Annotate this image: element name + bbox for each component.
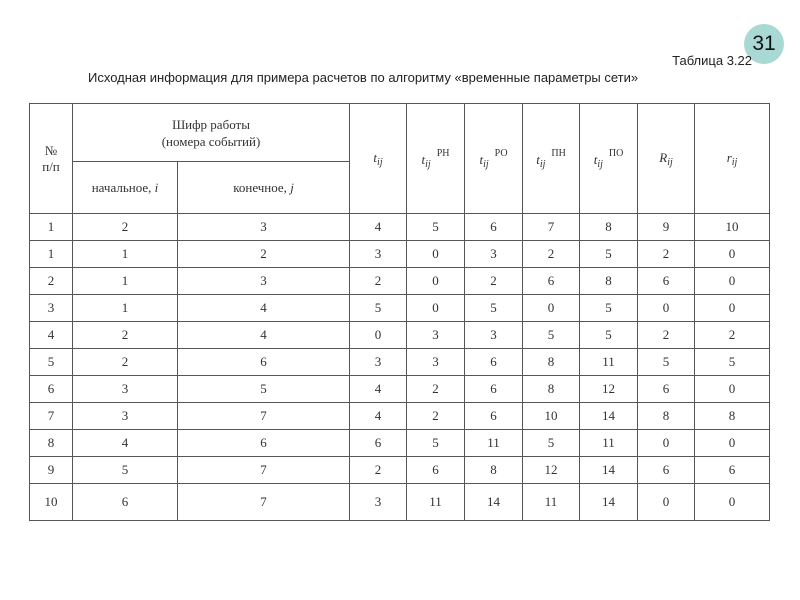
table-cell: 8 bbox=[580, 214, 638, 241]
table-cell: 1 bbox=[30, 241, 73, 268]
table-cell: 10 bbox=[30, 484, 73, 521]
table-cell: 12 bbox=[580, 376, 638, 403]
R-var: R bbox=[659, 149, 668, 165]
header-t-rn bbox=[407, 104, 465, 214]
table-cell: 5 bbox=[523, 322, 580, 349]
t-rn-var: t bbox=[421, 151, 426, 167]
table-cell: 8 bbox=[638, 403, 695, 430]
table-cell: 0 bbox=[695, 295, 770, 322]
header-R bbox=[638, 104, 695, 214]
table-cell: 1 bbox=[73, 268, 178, 295]
table-cell: 3 bbox=[73, 376, 178, 403]
table-cell: 2 bbox=[523, 241, 580, 268]
table-cell: 5 bbox=[523, 430, 580, 457]
table-cell: 6 bbox=[178, 430, 350, 457]
table-row bbox=[30, 268, 770, 295]
table-cell: 5 bbox=[638, 349, 695, 376]
t-po-var: t bbox=[593, 151, 598, 167]
table-cell: 7 bbox=[178, 403, 350, 430]
table-cell: 8 bbox=[465, 457, 523, 484]
table-cell: 5 bbox=[407, 430, 465, 457]
table-cell: 8 bbox=[580, 268, 638, 295]
header-end-event bbox=[178, 162, 350, 214]
table-cell: 6 bbox=[695, 457, 770, 484]
data-table bbox=[29, 103, 770, 521]
table-cell: 3 bbox=[350, 484, 407, 521]
table-cell: 4 bbox=[30, 322, 73, 349]
t-pn-sub: ij bbox=[539, 158, 546, 170]
table-cell: 2 bbox=[178, 241, 350, 268]
table-cell: 2 bbox=[465, 268, 523, 295]
table-cell: 14 bbox=[580, 484, 638, 521]
table-cell: 3 bbox=[407, 322, 465, 349]
table-cell: 8 bbox=[695, 403, 770, 430]
table-cell: 4 bbox=[178, 322, 350, 349]
table-cell: 2 bbox=[350, 268, 407, 295]
table-cell: 6 bbox=[465, 214, 523, 241]
table-row bbox=[30, 241, 770, 268]
table-cell: 4 bbox=[178, 295, 350, 322]
table-cell: 2 bbox=[407, 376, 465, 403]
table-cell: 6 bbox=[465, 349, 523, 376]
t-var: t bbox=[373, 149, 378, 165]
end-var: j bbox=[290, 179, 294, 195]
table-cell: 6 bbox=[73, 484, 178, 521]
table-cell: 5 bbox=[73, 457, 178, 484]
table-cell: 0 bbox=[695, 430, 770, 457]
table-cell: 5 bbox=[178, 376, 350, 403]
table-cell: 12 bbox=[523, 457, 580, 484]
table-cell: 4 bbox=[350, 214, 407, 241]
table-cell: 5 bbox=[465, 295, 523, 322]
table-cell: 7 bbox=[178, 457, 350, 484]
table-cell: 0 bbox=[523, 295, 580, 322]
header-shifr-line1: Шифр работы bbox=[172, 116, 250, 132]
t-sub: ij bbox=[377, 156, 383, 168]
table-cell: 6 bbox=[523, 268, 580, 295]
table-cell: 0 bbox=[695, 268, 770, 295]
table-cell: 5 bbox=[695, 349, 770, 376]
table-cell: 11 bbox=[465, 430, 523, 457]
table-cell: 5 bbox=[580, 241, 638, 268]
table-cell: 0 bbox=[695, 376, 770, 403]
t-rn-sup: РН bbox=[436, 147, 450, 159]
start-var: i bbox=[154, 179, 159, 195]
t-pn-sup: ПН bbox=[551, 147, 566, 159]
table-cell: 2 bbox=[638, 322, 695, 349]
table-cell: 11 bbox=[580, 349, 638, 376]
table-cell: 0 bbox=[407, 295, 465, 322]
table-cell: 7 bbox=[178, 484, 350, 521]
header-shifr-line2: (номера событий) bbox=[161, 133, 261, 149]
table-cell: 6 bbox=[638, 457, 695, 484]
r-var: r bbox=[726, 149, 732, 165]
table-row bbox=[30, 376, 770, 403]
table-cell: 1 bbox=[73, 295, 178, 322]
table-row bbox=[30, 295, 770, 322]
table-cell: 6 bbox=[638, 376, 695, 403]
table-cell: 3 bbox=[73, 403, 178, 430]
t-po-sub: ij bbox=[597, 158, 603, 170]
table-label: Таблица 3.22 bbox=[672, 53, 752, 68]
table-cell: 3 bbox=[350, 349, 407, 376]
table-cell: 2 bbox=[73, 349, 178, 376]
table-cell: 8 bbox=[523, 349, 580, 376]
table-cell: 3 bbox=[465, 241, 523, 268]
header-row-1 bbox=[30, 104, 770, 162]
table-cell: 5 bbox=[407, 214, 465, 241]
header-shifr bbox=[73, 104, 350, 162]
table-cell: 2 bbox=[695, 322, 770, 349]
header-t-po bbox=[580, 104, 638, 214]
header-start-event bbox=[73, 162, 178, 214]
table-cell: 8 bbox=[30, 430, 73, 457]
table-cell: 2 bbox=[73, 322, 178, 349]
table-cell: 14 bbox=[580, 457, 638, 484]
t-ro-var: t bbox=[479, 151, 484, 167]
table-cell: 2 bbox=[350, 457, 407, 484]
header-t bbox=[350, 104, 407, 214]
table-cell: 10 bbox=[695, 214, 770, 241]
table-cell: 7 bbox=[523, 214, 580, 241]
table-cell: 6 bbox=[465, 403, 523, 430]
t-rn-sub: ij bbox=[425, 158, 431, 170]
table-cell: 0 bbox=[407, 241, 465, 268]
R-sub: ij bbox=[667, 156, 673, 168]
table-cell: 6 bbox=[30, 376, 73, 403]
table-row bbox=[30, 457, 770, 484]
table-cell: 1 bbox=[73, 241, 178, 268]
table-cell: 0 bbox=[638, 484, 695, 521]
table-caption: Исходная информация для примера расчетов по алгоритму «временные параметры сети» bbox=[88, 70, 639, 85]
end-label: конечное, bbox=[233, 179, 291, 195]
table-cell: 9 bbox=[30, 457, 73, 484]
header-num-line2: п/п bbox=[42, 158, 60, 174]
table-cell: 2 bbox=[638, 241, 695, 268]
t-pn-var: t bbox=[536, 151, 540, 167]
table-cell: 2 bbox=[73, 214, 178, 241]
table-cell: 11 bbox=[523, 484, 580, 521]
table-cell: 6 bbox=[350, 430, 407, 457]
table-cell: 6 bbox=[465, 376, 523, 403]
t-ro-sub: ij bbox=[483, 158, 489, 170]
table-cell: 2 bbox=[407, 403, 465, 430]
table-cell: 3 bbox=[350, 241, 407, 268]
r-sub: ij bbox=[731, 156, 738, 168]
table-cell: 5 bbox=[350, 295, 407, 322]
table-cell: 0 bbox=[407, 268, 465, 295]
table-cell: 6 bbox=[178, 349, 350, 376]
header-t-pn bbox=[523, 104, 580, 214]
t-ro-sup: РО bbox=[494, 147, 508, 159]
table-cell: 6 bbox=[407, 457, 465, 484]
table-cell: 10 bbox=[523, 403, 580, 430]
table-cell: 9 bbox=[638, 214, 695, 241]
table-cell: 0 bbox=[638, 430, 695, 457]
table-row bbox=[30, 349, 770, 376]
header-num-line1: № bbox=[44, 142, 58, 158]
table-cell: 2 bbox=[30, 268, 73, 295]
table-cell: 6 bbox=[638, 268, 695, 295]
header-r bbox=[695, 104, 770, 214]
start-label: начальное, bbox=[91, 179, 155, 195]
table-row bbox=[30, 430, 770, 457]
table-row bbox=[30, 484, 770, 521]
table-cell: 11 bbox=[407, 484, 465, 521]
table-cell: 3 bbox=[178, 214, 350, 241]
table-cell: 5 bbox=[580, 322, 638, 349]
table-cell: 0 bbox=[350, 322, 407, 349]
table-cell: 3 bbox=[30, 295, 73, 322]
table-cell: 4 bbox=[73, 430, 178, 457]
table-row bbox=[30, 403, 770, 430]
table-cell: 0 bbox=[695, 484, 770, 521]
table-cell: 1 bbox=[30, 214, 73, 241]
table-cell: 7 bbox=[30, 403, 73, 430]
table-cell: 3 bbox=[178, 268, 350, 295]
table-cell: 4 bbox=[350, 376, 407, 403]
t-po-sup: ПО bbox=[608, 147, 624, 159]
table-row bbox=[30, 322, 770, 349]
table-cell: 0 bbox=[638, 295, 695, 322]
table-cell: 8 bbox=[523, 376, 580, 403]
table-cell: 0 bbox=[695, 241, 770, 268]
table-cell: 14 bbox=[465, 484, 523, 521]
slide-number-badge: 31 bbox=[744, 24, 784, 64]
table-cell: 14 bbox=[580, 403, 638, 430]
table-cell: 11 bbox=[580, 430, 638, 457]
header-t-ro bbox=[465, 104, 523, 214]
table-cell: 3 bbox=[407, 349, 465, 376]
table-cell: 3 bbox=[465, 322, 523, 349]
table-cell: 5 bbox=[30, 349, 73, 376]
header-num bbox=[30, 104, 73, 214]
table-cell: 4 bbox=[350, 403, 407, 430]
table-cell: 5 bbox=[580, 295, 638, 322]
table-body bbox=[30, 214, 770, 521]
table-row bbox=[30, 214, 770, 241]
